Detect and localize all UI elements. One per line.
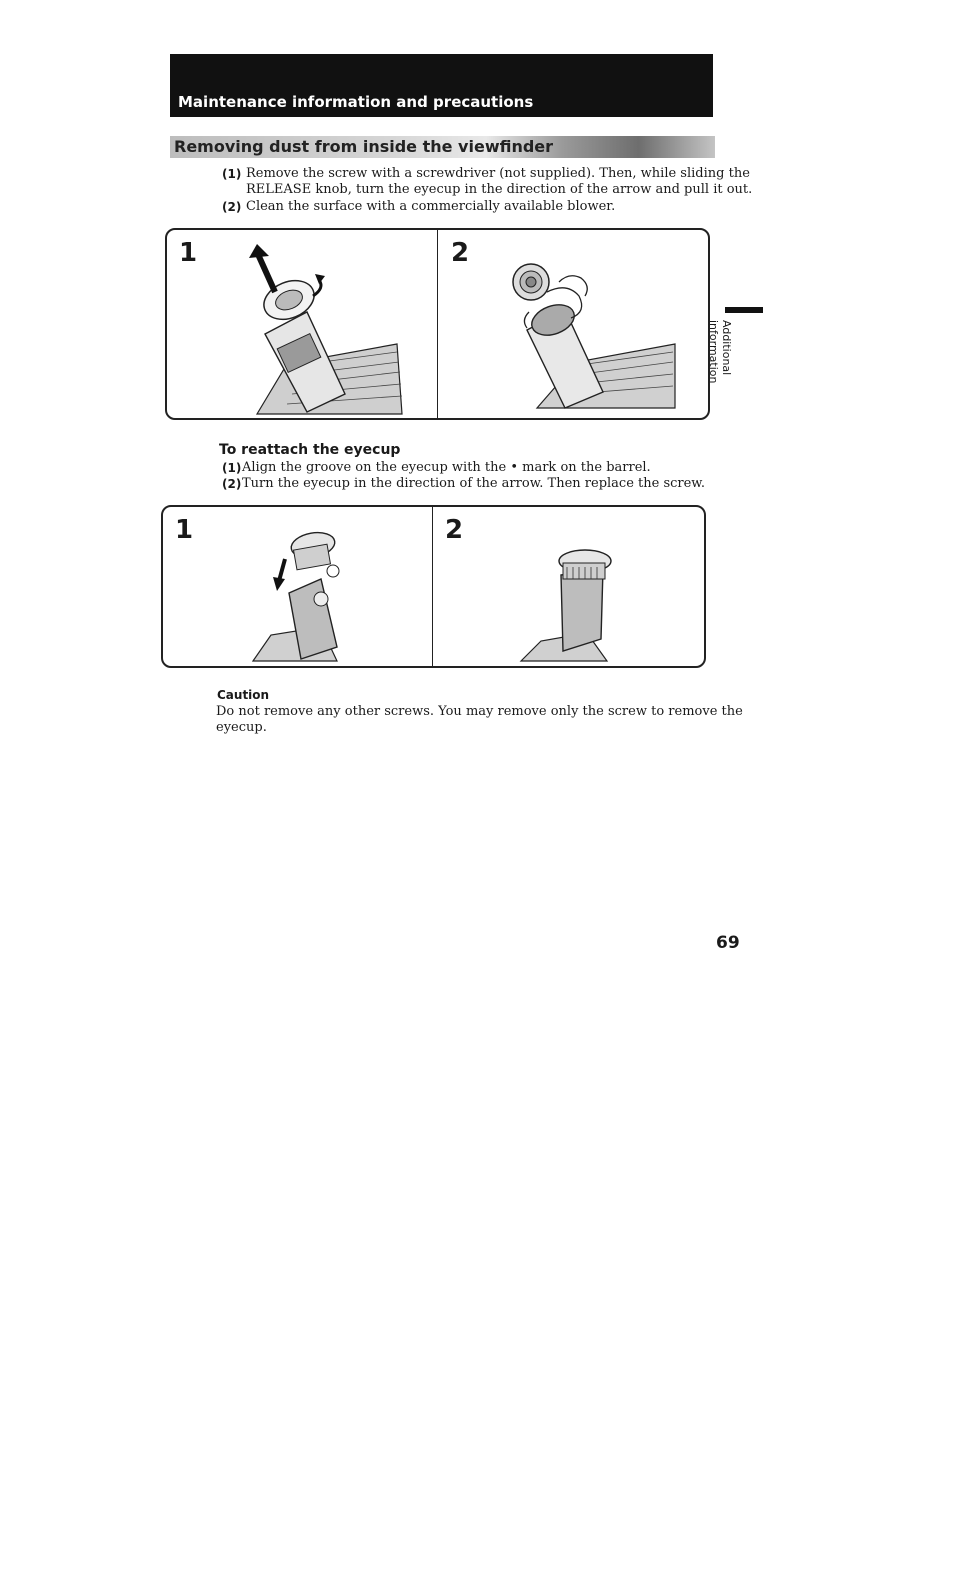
panel-number: 1 [175,515,194,545]
caution-text [216,704,743,736]
section-title: Removing dust from inside the viewfinder [170,136,715,158]
panel-number: 1 [179,238,198,268]
eyecup-attached-illustration [517,547,627,663]
eyecup-align-illustration [251,523,361,663]
subsection-title: To reattach the eyecup [219,442,401,458]
figure-divider [437,230,438,418]
reattach-steps [222,460,706,494]
step-number: (1) [222,167,242,181]
step-number: (2) [222,200,242,214]
removal-steps [222,166,753,216]
panel-number: 2 [451,238,470,268]
step-number: (1) [222,461,242,475]
side-tab-marker [725,307,763,313]
panel-number: 2 [445,515,464,545]
figure-reattach-eyecup [161,505,706,668]
caution-label: Caution [217,688,270,702]
caution-line: eyecup. [216,720,267,735]
eyecup-removal-illustration [247,244,407,416]
step-text: Turn the eyecup in the direction of the arrow. Then replace the screw. [242,476,706,491]
step-text-continued: RELEASE knob, turn the eyecup in the direction of the arrow and pull it out. [246,182,753,197]
blower-cleaning-illustration [507,252,677,410]
figure-divider [432,507,433,666]
step-text: Remove the screw with a screwdriver (not supplied). Then, while sliding the [246,166,750,181]
step-text: Clean the surface with a commercially available blower. [246,199,616,214]
caution-line: Do not remove any other screws. You may remove only the screw to remove the [216,704,743,719]
side-tab-label: Additional information [707,320,733,384]
page-number: 69 [716,933,740,953]
chapter-title: Maintenance information and precautions [178,93,534,111]
step-text: Align the groove on the eyecup with the • mark on the barrel. [242,460,651,475]
step-number: (2) [222,477,242,491]
figure-remove-eyecup [165,228,710,420]
